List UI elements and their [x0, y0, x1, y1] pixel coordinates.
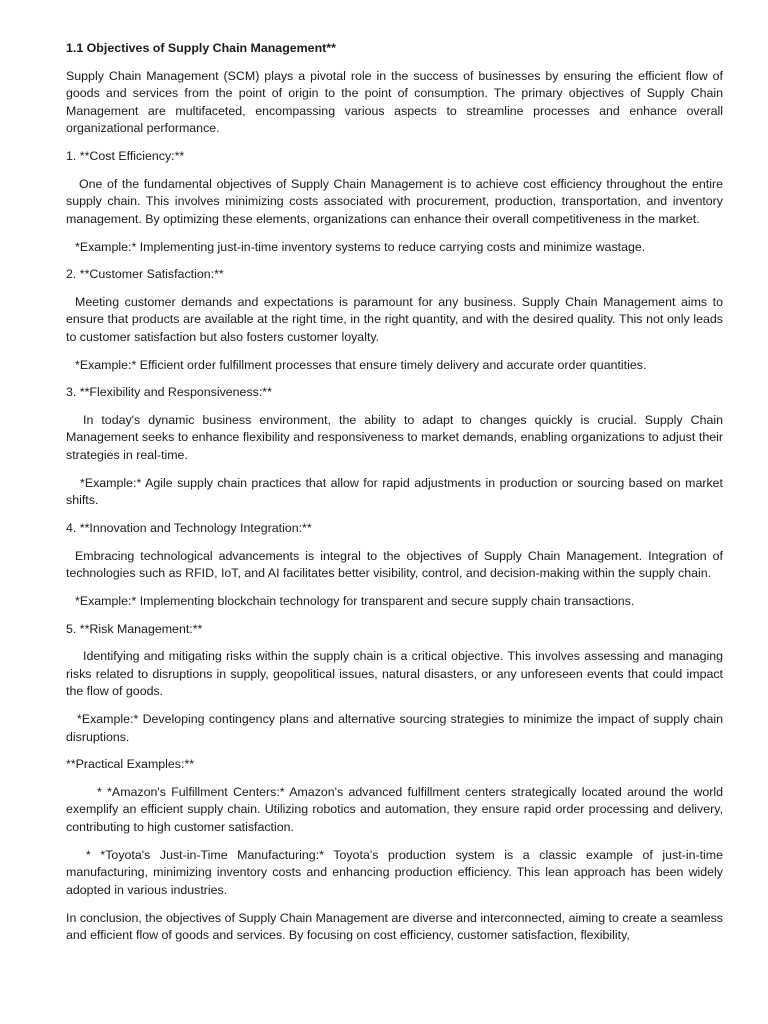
objective-body-customer-satisfaction: Meeting customer demands and expectations is paramount for any business. Supply Chain Management aims to ensure that products are available at the right time, in the right quantity, and with the desired quality. This not only leads to customer satisfaction but also fosters customer loyalty.	[66, 294, 723, 344]
practical-examples-heading: **Practical Examples:**	[66, 757, 195, 772]
objective-body-flexibility: In today's dynamic business environment, the ability to adapt to changes quickly is crucial. Supply Chain Management seeks to enhance flexibility and responsiveness to market demands, enabling organizations to adjust their strategies in real-time.	[66, 412, 723, 463]
conclusion-paragraph: In conclusion, the objectives of Supply Chain Management are diverse and interconnected, aiming to create a seamless and efficient flow of goods and services. By focusing on cost efficiency, customer satisfaction, flexibility,	[66, 910, 723, 943]
objective-body-cost-efficiency: One of the fundamental objectives of Supply Chain Management is to achieve cost efficiency throughout the entire supply chain. This involves minimizing costs associated with procurement, production, transportation, and inventory management. By optimizing these elements, organizations can enhance their overall competitiveness in the market.	[66, 176, 723, 226]
practical-example-toyota: * *Toyota's Just-in-Time Manufacturing:* Toyota's production system is a classic example of just-in-time manufacturing, minimizing inventory costs and enhancing production efficiency. This lean approach has been widely adopted in various industries.	[66, 847, 723, 897]
objective-example-customer-satisfaction: *Example:* Efficient order fulfillment processes that ensure timely delivery and accurate order quantities.	[75, 357, 647, 372]
intro-paragraph: Supply Chain Management (SCM) plays a pivotal role in the success of businesses by ensuring the efficient flow of goods and services from the point of origin to the point of consumption. The primary objectives of Supply Chain Management are multifaceted, encompassing various aspects to streamline processes and enhance overall organizational performance.	[66, 68, 723, 136]
objective-body-innovation: Embracing technological advancements is integral to the objectives of Supply Chain Management. Integration of technologies such as RFID, IoT, and AI facilitates better visibility, control, and decision-making within the supply chain.	[66, 548, 723, 581]
objective-heading-risk-management: 5. **Risk Management:**	[66, 621, 203, 636]
objective-example-cost-efficiency: *Example:* Implementing just-in-time inventory systems to reduce carrying costs and minimize wastage.	[75, 239, 646, 254]
document-page	[66, 40, 723, 955]
objective-heading-flexibility: 3. **Flexibility and Responsiveness:**	[66, 385, 272, 400]
objective-heading-customer-satisfaction: 2. **Customer Satisfaction:**	[66, 267, 224, 282]
objective-heading-innovation: 4. **Innovation and Technology Integration:**	[66, 521, 312, 536]
section-title: 1.1 Objectives of Supply Chain Management**	[66, 41, 336, 55]
objective-body-risk-management: Identifying and mitigating risks within the supply chain is a critical objective. This involves assessing and managing risks related to disruptions in supply, geopolitical issues, natural disasters, or any unforeseen events that could impact the flow of goods.	[66, 649, 723, 699]
objective-example-flexibility: *Example:* Agile supply chain practices that allow for rapid adjustments in production or sourcing based on market shifts.	[66, 475, 723, 508]
objective-heading-cost-efficiency: 1. **Cost Efficiency:**	[66, 149, 185, 164]
practical-example-amazon: * *Amazon's Fulfillment Centers:* Amazon's advanced fulfillment centers strategically located around the world exemplify an efficient supply chain. Utilizing robotics and automation, they ensure rapid order processing and delivery, contributing to high customer satisfaction.	[66, 784, 723, 835]
objective-example-risk-management: *Example:* Developing contingency plans and alternative sourcing strategies to minimize the impact of supply chain disruptions.	[66, 712, 723, 744]
objective-example-innovation: *Example:* Implementing blockchain technology for transparent and secure supply chain transactions.	[75, 593, 635, 608]
